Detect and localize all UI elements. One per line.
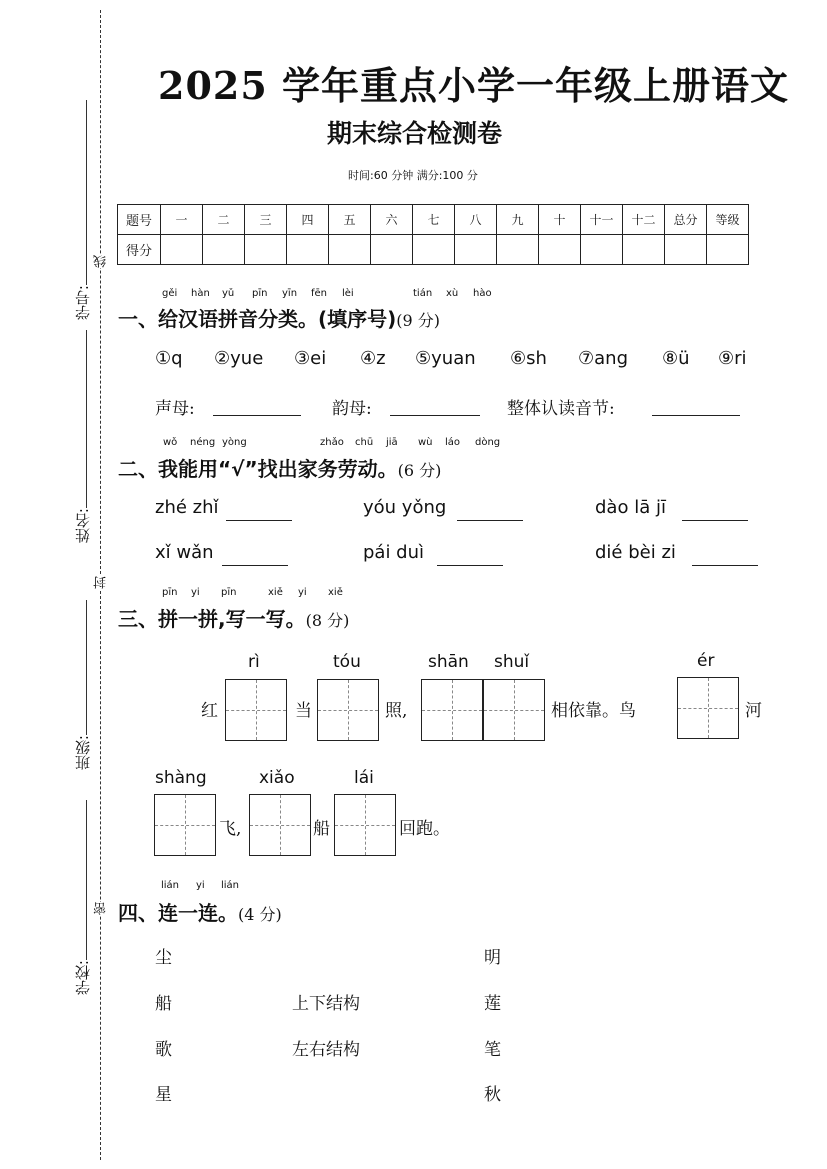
score-cell[interactable] [245, 235, 287, 265]
sentence-text: 当 [295, 701, 312, 721]
option-item: ⑧ü [662, 348, 690, 369]
name-field [86, 330, 87, 508]
pinyin: zhǎo [320, 437, 344, 448]
chore-check-blank[interactable] [692, 565, 758, 566]
writing-grid-box[interactable] [483, 679, 545, 741]
match-left-char[interactable]: 歌 [155, 1040, 172, 1060]
pinyin: hào [473, 288, 492, 299]
score-table-col: 十一 [581, 205, 623, 235]
writing-grid-box[interactable] [421, 679, 483, 741]
binding-mark-seal: 封 [94, 576, 109, 589]
chore-check-blank[interactable] [222, 565, 288, 566]
score-table-col: 五 [329, 205, 371, 235]
sentence-text: 飞, [219, 819, 242, 839]
match-left-char[interactable]: 船 [155, 994, 172, 1014]
binding-mark-line: 线 [94, 255, 109, 268]
score-table-col: 等级 [707, 205, 749, 235]
pinyin: wù [418, 437, 433, 448]
exam-time-info: 时间:60 分钟 满分:100 分 [348, 169, 478, 182]
grid-pinyin: xiǎo [259, 768, 295, 788]
option-item: ①q [155, 348, 183, 369]
section4-title: 四、连一连。 [118, 901, 238, 925]
grid-pinyin: tóu [333, 652, 361, 672]
class-field [86, 600, 87, 735]
score-cell[interactable] [161, 235, 203, 265]
score-cell[interactable] [623, 235, 665, 265]
pinyin: xù [446, 288, 459, 299]
score-table-col: 九 [497, 205, 539, 235]
chore-item: zhé zhǐ [155, 497, 219, 518]
section3-title: 三、拼一拼,写一写。 [118, 607, 306, 631]
score-table [117, 204, 749, 265]
whole-syllable-answer-blank[interactable] [652, 415, 740, 416]
section1-score: (9 分) [396, 311, 441, 330]
pinyin: dòng [475, 437, 501, 448]
whole-syllable-label: 整体认读音节: [507, 399, 615, 419]
section1-heading [118, 303, 440, 332]
section2-score: (6 分) [397, 461, 442, 480]
pinyin: yīn [282, 288, 298, 299]
school-label: 学校: [74, 960, 92, 996]
score-cell[interactable] [455, 235, 497, 265]
score-cell[interactable] [581, 235, 623, 265]
grid-pinyin: lái [354, 768, 374, 788]
grid-pinyin: rì [248, 652, 260, 672]
match-right-char[interactable]: 秋 [484, 1085, 501, 1105]
pinyin: pīn [221, 587, 237, 598]
section2-heading [118, 453, 441, 482]
score-cell[interactable] [413, 235, 455, 265]
section4-heading [118, 897, 282, 926]
chore-item: xǐ wǎn [155, 542, 214, 563]
pinyin: gěi [162, 288, 178, 299]
score-table-col: 总分 [665, 205, 707, 235]
writing-grid-box[interactable] [225, 679, 287, 741]
chore-check-blank[interactable] [682, 520, 748, 521]
finals-label: 韵母: [332, 399, 372, 419]
pinyin: fēn [311, 288, 328, 299]
chore-item: dié bèi zi [595, 542, 676, 563]
score-table-score-row [118, 235, 749, 265]
score-table-col: 四 [287, 205, 329, 235]
option-item: ⑦ang [578, 348, 629, 369]
pinyin: hàn [191, 288, 210, 299]
score-table-col: 三 [245, 205, 287, 235]
writing-grid-box[interactable] [317, 679, 379, 741]
student-number-field [86, 100, 87, 285]
option-item: ⑨ri [718, 348, 747, 369]
sentence-text: 相依靠。鸟 [551, 701, 636, 721]
chore-check-blank[interactable] [437, 565, 503, 566]
sentence-text: 回跑。 [399, 819, 450, 839]
match-right-char[interactable]: 莲 [484, 994, 501, 1014]
match-left-char[interactable]: 尘 [155, 948, 172, 968]
section3-score: (8 分) [305, 611, 350, 630]
score-table-col: 十二 [623, 205, 665, 235]
pinyin: chū [355, 437, 374, 448]
score-cell[interactable] [539, 235, 581, 265]
score-table-col: 六 [371, 205, 413, 235]
student-number-label: 学号: [74, 285, 92, 321]
sentence-text: 河 [745, 701, 762, 721]
score-table-col: 一 [161, 205, 203, 235]
pinyin: pīn [162, 587, 178, 598]
score-table-col: 二 [203, 205, 245, 235]
pinyin: láo [445, 437, 461, 448]
score-table-col: 七 [413, 205, 455, 235]
section1-title: 一、给汉语拼音分类。(填序号) [118, 307, 397, 331]
school-field [86, 800, 87, 960]
name-label: 姓名: [74, 508, 92, 544]
pinyin: wǒ [163, 437, 178, 448]
grid-pinyin: shān [428, 652, 469, 672]
pinyin: yi [196, 880, 205, 891]
grid-pinyin: ér [697, 651, 715, 671]
score-table-col: 十 [539, 205, 581, 235]
score-cell[interactable] [665, 235, 707, 265]
pinyin: yi [191, 587, 200, 598]
chore-item: pái duì [363, 542, 425, 563]
writing-grid-box[interactable] [249, 794, 311, 856]
grid-pinyin: shuǐ [494, 652, 530, 672]
pinyin: yi [298, 587, 307, 598]
option-item: ⑤yuan [415, 348, 476, 369]
match-right-char[interactable]: 笔 [484, 1040, 501, 1060]
score-cell[interactable] [707, 235, 749, 265]
initials-answer-blank[interactable] [213, 415, 301, 416]
score-cell[interactable] [203, 235, 245, 265]
chore-check-blank[interactable] [226, 520, 292, 521]
pinyin: xiě [328, 587, 343, 598]
chore-item: yóu yǒng [363, 497, 447, 518]
option-item: ④z [360, 348, 386, 369]
writing-grid-box[interactable] [154, 794, 216, 856]
pinyin: xiě [268, 587, 283, 598]
writing-grid-box[interactable] [677, 677, 739, 739]
pinyin: jiā [386, 437, 398, 448]
class-label: 班级: [74, 735, 92, 771]
writing-grid-box[interactable] [334, 794, 396, 856]
option-item: ②yue [214, 348, 264, 369]
pinyin: lèi [342, 288, 354, 299]
chore-item: dào lā jī [595, 497, 666, 518]
score-cell[interactable] [497, 235, 539, 265]
finals-answer-blank[interactable] [390, 415, 480, 416]
grid-pinyin: shàng [155, 768, 207, 788]
page-title: 2025 学年重点小学一年级上册语文 [158, 63, 789, 108]
binding-mark-secret: 密 [94, 902, 109, 915]
match-left-char[interactable]: 星 [155, 1085, 172, 1105]
section2-title: 二、我能用“√”找出家务劳动。 [118, 457, 398, 481]
sentence-text: 红 [201, 701, 218, 721]
score-table-row2-label: 得分 [118, 235, 161, 265]
match-structure[interactable]: 上下结构 [292, 994, 360, 1014]
score-table-col: 八 [455, 205, 497, 235]
score-cell[interactable] [329, 235, 371, 265]
pinyin: tián [413, 288, 433, 299]
match-structure[interactable]: 左右结构 [292, 1040, 360, 1060]
initials-label: 声母: [155, 399, 195, 419]
pinyin: lián [161, 880, 180, 891]
option-item: ⑥sh [510, 348, 547, 369]
sentence-text: 船 [313, 819, 330, 839]
score-cell[interactable] [371, 235, 413, 265]
section3-heading [118, 603, 349, 632]
sentence-text: 照, [385, 701, 408, 721]
pinyin: néng [190, 437, 216, 448]
pinyin: yǔ [222, 288, 235, 299]
option-item: ③ei [294, 348, 327, 369]
score-table-header-row [118, 205, 749, 235]
section4-score: (4 分) [238, 905, 282, 924]
pinyin: yòng [222, 437, 247, 448]
pinyin: pīn [252, 288, 268, 299]
chore-check-blank[interactable] [457, 520, 523, 521]
page-subtitle: 期末综合检测卷 [327, 119, 503, 148]
pinyin: lián [221, 880, 240, 891]
match-right-char[interactable]: 明 [484, 948, 501, 968]
score-table-row1-label: 题号 [118, 205, 161, 235]
score-cell[interactable] [287, 235, 329, 265]
